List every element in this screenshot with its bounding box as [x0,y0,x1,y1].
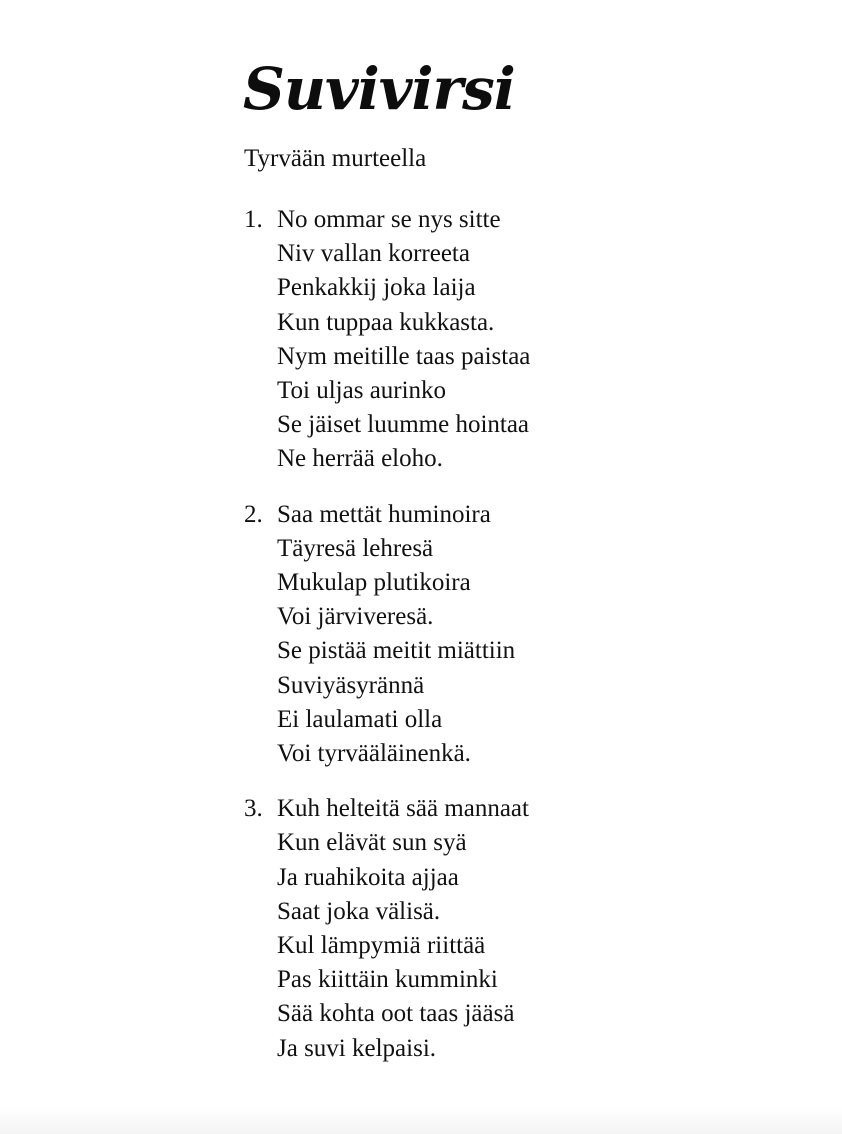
verse-line: No ommar se nys sitte [277,206,501,233]
verse-line: Saat joka välisä. [277,897,441,925]
verse-number: 2. [244,500,263,528]
verse [243,498,803,772]
verse-line: Niv vallan korreeta [277,240,470,268]
verse-line: Ne herrää eloho. [277,445,443,473]
hymn-subtitle: Tyrvään murteella [244,145,427,172]
verse-line: Suviyäsyrännä [277,671,425,699]
verse-line: Ja ruahikoita ajjaa [277,863,459,891]
verse-line: Mukulap plutikoira [277,569,471,597]
verse-line: Se pistää meitit miättiin [277,637,516,665]
page-bottom-edge [0,1106,842,1134]
verse [243,792,803,1066]
verse-line: Saa mettät huminoira [277,500,491,528]
verse-line: Kul lämpymiä riittää [277,932,486,960]
verse-line: Ei laulamati olla [277,705,443,733]
verse-line: Penkakkij joka laija [277,274,476,302]
verse-number: 3. [244,795,263,823]
verse-line: Kun elävät sun syä [277,829,467,857]
verse-number: 1. [244,206,263,233]
verse-line: Ja suvi kelpaisi. [277,1034,437,1062]
verse-line: Voi tyrvääläinenkä. [277,740,471,768]
verse-line: Nym meitille taas paistaa [277,342,531,370]
verse-line: Toi uljas aurinko [277,377,447,405]
hymn-page [243,48,803,1066]
verse [243,203,803,477]
verse-line: Sää kohta oot taas jääsä [277,1000,515,1028]
verse-line: Voi järviveresä. [277,603,434,631]
verse-line: Pas kiittäin kumminki [277,966,498,994]
hymn-title: Suvivirsi [243,55,515,123]
verse-line: Se jäiset luumme hointaa [277,411,530,439]
verse-line: Kun tuppaa kukkasta. [277,308,495,336]
verse-line: Täyresä lehresä [277,534,434,562]
verse-line: Kuh helteitä sää mannaat [277,795,529,823]
